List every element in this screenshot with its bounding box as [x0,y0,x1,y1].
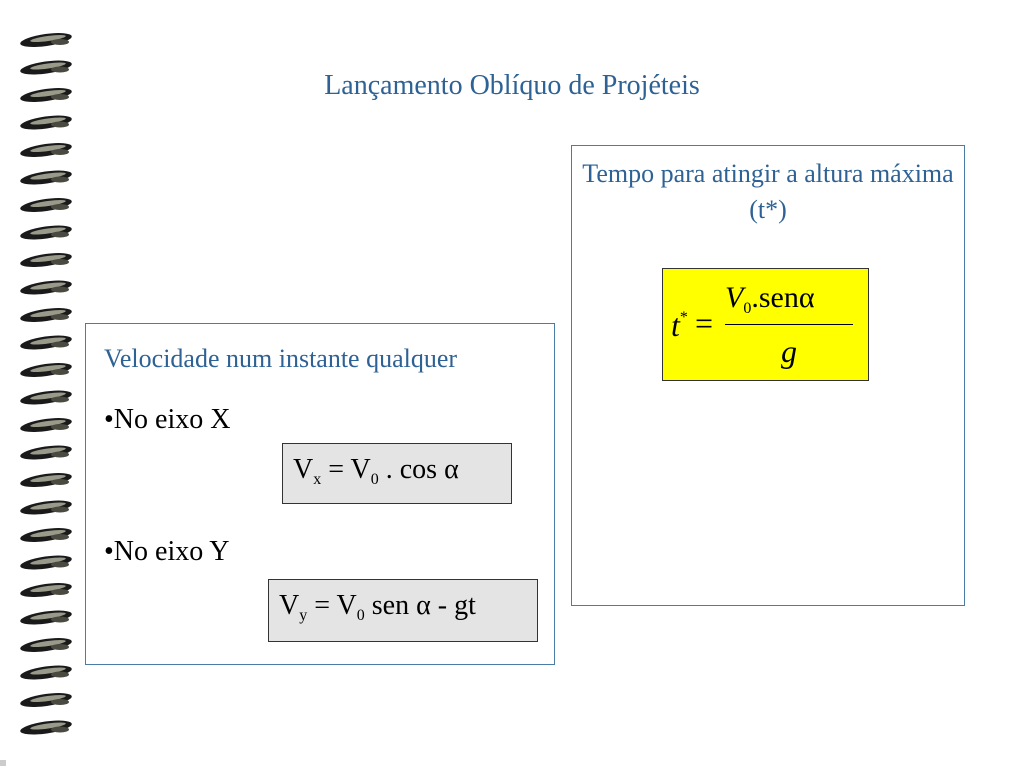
eq-vy-lhs: V [279,590,300,621]
binding-ring-icon [19,195,72,214]
binding-ring-icon [19,113,72,132]
page-title: Lançamento Oblíquo de Projéteis [324,70,700,101]
binding-ring-icon [19,470,72,489]
formula-numerator [725,281,815,318]
binding-ring-icon [19,608,72,627]
spiral-binding-decoration [14,26,74,746]
formula-num-sub: 0 [743,300,752,317]
binding-ring-icon [19,333,72,352]
fraction-bar [725,324,853,325]
formula-equals: = [695,305,714,341]
eq-vy-rhs: sen α - gt [364,590,476,621]
binding-ring-icon [19,718,72,737]
binding-ring-icon [19,498,72,517]
eq-vy-mid-sub: 0 [356,607,365,624]
binding-ring-icon [19,635,72,654]
binding-rings-icon [14,26,74,746]
velocity-heading: Velocidade num instante qualquer [104,344,458,373]
bullet-axis-x: •No eixo X [104,404,231,435]
eq-vx-lhs-sub: x [313,471,322,488]
binding-ring-icon [19,30,72,49]
binding-ring-icon [19,663,72,682]
formula-num-var: V [725,281,744,314]
binding-ring-icon [19,415,72,434]
formula-lhs-sup: * [679,309,688,326]
binding-ring-icon [19,525,72,544]
binding-ring-icon [19,168,72,187]
formula-num-rest: .senα [751,281,815,314]
binding-ring-icon [19,223,72,242]
bullet-axis-y: •No eixo Y [104,536,230,567]
binding-ring-icon [19,388,72,407]
eq-vx-rhs: . cos α [378,454,459,485]
equation-vy [268,579,538,642]
formula-lhs-var: t [671,307,680,343]
formula-lhs [671,307,688,344]
eq-vx-mid: = V [321,454,371,485]
binding-ring-icon [19,690,72,709]
binding-ring-icon [19,278,72,297]
eq-vx-lhs: V [293,454,314,485]
time-heading: Tempo para atingir a altura máxima (t*) [582,159,954,224]
binding-ring-icon [19,553,72,572]
binding-ring-icon [19,250,72,269]
eq-vy-mid: = V [307,590,357,621]
eq-vx-mid-sub: 0 [370,471,379,488]
equation-vx [282,443,512,504]
velocity-panel [85,323,555,665]
binding-ring-icon [19,360,72,379]
corner-marker [0,760,6,766]
binding-ring-icon [19,140,72,159]
eq-vy-lhs-sub: y [299,607,308,624]
binding-ring-icon [19,580,72,599]
time-formula [662,268,869,381]
max-height-time-panel [571,145,965,606]
formula-denominator: g [781,333,797,369]
binding-ring-icon [19,443,72,462]
binding-ring-icon [19,305,72,324]
